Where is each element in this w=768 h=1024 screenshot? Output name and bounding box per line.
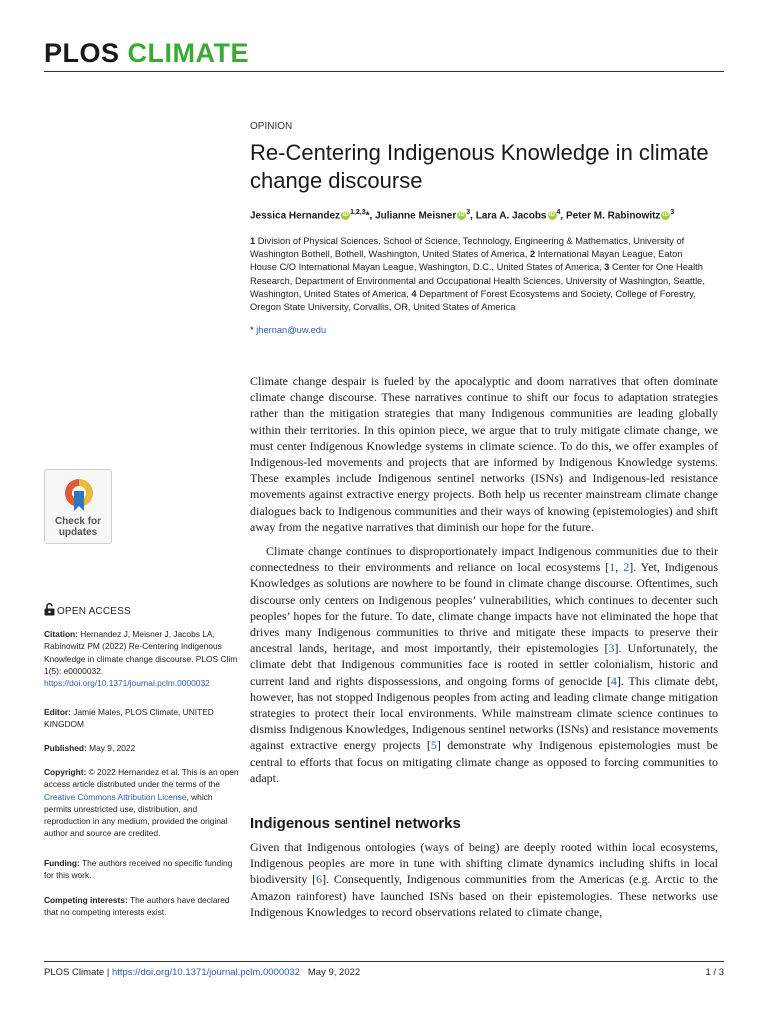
paragraph-text: ]. This climate debt, however, has not stopped Indigenous peoples from acting and leading climate change mitigation strategies to protect their local environments. While mainstream climate science continues to dismiss Indigenous Knowledges, Indigenous sentinel networks (ISNs) and resistance movements against extractive energy projects [ xyxy=(250,673,719,753)
section-heading: Indigenous sentinel networks xyxy=(250,815,461,832)
paragraph-text: Climate change continues to disproportionately impact Indigenous communities due to their connectedness to their environments and reliance on local ecosystems [ xyxy=(250,544,718,575)
orcid-icon[interactable]: iD xyxy=(342,212,349,219)
affiliation-text: International Mayan League, Eaton House C/O International Mayan League, Washington, D.C., United States of America, xyxy=(250,249,683,273)
footer-journal: PLOS Climate xyxy=(44,967,105,978)
competing-interests-block xyxy=(44,894,239,919)
check-for-updates-button[interactable] xyxy=(44,469,112,544)
copyright-text: © 2022 Hernandez et al. This is an open access article distributed under the terms of the xyxy=(44,767,239,790)
check-for-updates-line2: updates xyxy=(58,527,98,538)
footer-doi-link[interactable]: https://doi.org/10.1371/journal.pclm.0000032 xyxy=(111,967,300,978)
header-divider xyxy=(44,71,724,72)
author-affiliation-sup: 4 xyxy=(556,209,561,216)
citation-label: Citation: xyxy=(44,629,78,639)
open-lock-icon xyxy=(44,603,55,616)
orcid-icon[interactable]: iD xyxy=(662,212,669,219)
license-link[interactable]: Creative Commons Attribution License xyxy=(44,791,187,802)
author-affiliation-sup: 3 xyxy=(670,209,675,216)
journal-logo xyxy=(44,38,249,69)
paragraph-text: ]. Unfortunately, the climate debt that Indigenous communities face is rooted in settler colonialism, historic and current land and rights dispossessions, and ongoing forms of genocide [ xyxy=(250,641,718,688)
reference-link[interactable]: 4 xyxy=(610,673,617,688)
email-link[interactable]: jhernan@uw.edu xyxy=(256,325,327,335)
open-access-badge xyxy=(44,603,131,617)
published-block xyxy=(44,742,239,754)
reference-link[interactable]: 5 xyxy=(430,738,437,753)
published-label: Published: xyxy=(44,743,87,753)
check-for-updates-line1: Check for xyxy=(54,516,102,527)
citation-text: Hernandez J, Meisner J, Jacobs LA, Rabinowitz PM (2022) Re-Centering Indigenous Knowledge in climate change discourse. PLOS Clim 1(5): e0000032. xyxy=(44,629,238,676)
author-name[interactable]: Jessica Hernandez xyxy=(250,210,341,222)
corresponding-author-mark: * xyxy=(365,210,370,222)
competing-interests-text: The authors have declared that no competing interests exist. xyxy=(44,895,230,918)
body-paragraph xyxy=(250,543,718,786)
author-affiliation-sup: 1,2,3 xyxy=(350,209,366,216)
footer-divider xyxy=(44,961,724,962)
affiliation-text: Department of Forest Ecosystems and Society, College of Forestry, Oregon State University, Corvallis, OR, United States of America xyxy=(250,288,696,313)
reference-link[interactable]: 1 xyxy=(609,560,616,575)
affiliations xyxy=(250,235,710,314)
check-for-updates-label xyxy=(45,516,111,538)
affiliation-number: 4 xyxy=(411,288,417,299)
article-title: Re-Centering Indigenous Knowledge in climate change discourse xyxy=(250,140,709,193)
journal-logo-climate: CLIMATE xyxy=(127,38,250,68)
author-name[interactable]: Julianne Meisner xyxy=(375,210,457,222)
funding-block xyxy=(44,857,239,882)
affiliation-number: 1 xyxy=(250,236,256,246)
orcid-icon[interactable]: iD xyxy=(549,212,555,219)
body-paragraph xyxy=(250,839,718,920)
reference-link[interactable]: 2 xyxy=(623,560,630,575)
author-name[interactable]: Lara A. Jacobs xyxy=(475,210,547,222)
page-number: 1 / 3 xyxy=(705,967,724,978)
paragraph-text: Given that Indigenous ontologies (ways of being) are deeply rooted within local ecosystems, Indigenous peoples are more in tune with shifting climate dynamics including shifts in local biodiversity [ xyxy=(250,840,718,887)
article-type: OPINION xyxy=(250,121,293,132)
footer-separator: | xyxy=(104,967,112,978)
published-date: May 9, 2022 xyxy=(89,743,136,753)
reference-link[interactable]: 6 xyxy=(316,872,323,887)
abstract-paragraph: Climate change despair is fueled by the apocalyptic and doom narratives that often dominate climate change discourse. These narratives continue to shift our focus to adaptation strategies rather than the mitigation strategies that many Indigenous communities are leading globally within their territories. In this opinion piece, we argue that to truly mitigate climate change, we must center Indigenous Knowledge systems in climate science. To do this, we offer examples of Indigenous-led movements and projects that are informed by Indigenous Knowledge systems. These examples include Indigenous sentinel networks (ISNs) and Indigenous-led resistance movements against extractive energy projects. Both help us recenter mainstream climate change dialogues back to Indigenous communities and their ways of knowing (epistemologies) and shift away from the negative narratives that diminish our hope for the future. xyxy=(250,374,718,534)
copyright-text: , which permits unrestricted use, distribution, and reproduction in any medium, provided the original author and source are credited. xyxy=(44,791,228,839)
funding-label: Funding: xyxy=(44,858,80,868)
citation-block xyxy=(44,628,239,689)
corresponding-email xyxy=(250,325,326,335)
open-access-label: OPEN ACCESS xyxy=(57,606,131,617)
copyright-block xyxy=(44,766,239,840)
journal-logo-plos: PLOS xyxy=(44,38,120,68)
paragraph-text: ] demonstrate why Indigenous epistemologies must be central to efforts that focus on mitigating climate change as opposed to forcing communities to adapt. xyxy=(250,738,718,785)
author-name[interactable]: Peter M. Rabinowitz xyxy=(565,210,661,222)
check-for-updates-icon xyxy=(62,476,96,514)
editor-label: Editor: xyxy=(44,707,71,717)
funding-text: The authors received no specific funding for this work. xyxy=(44,858,233,881)
copyright-label: Copyright: xyxy=(44,767,87,777)
paragraph-text: ]. Yet, Indigenous Knowledges as solutions are nowhere to be found in climate change discourse. Oftentimes, such discourse only centers on Indigenous peoples’ vulnerabilities, which continues to decenter such peoples’ hopes for the future. To date, climate change impacts have not eliminated the hope that drives many Indigenous communities to thrive and mitigate these impacts to preserve their ancestral lands, heritage, and most importantly, their epistemologies [ xyxy=(250,560,718,656)
editor-text: Jamie Males, PLOS Climate, UNITED KINGDOM xyxy=(44,707,214,730)
editor-block xyxy=(44,706,239,731)
affiliation-text: Division of Physical Sciences, School of Science, Technology, Engineering & Mathematics, University of Washington Bothell, Bothell, Washington, United States of America, xyxy=(250,236,685,260)
footer-date: May 9, 2022 xyxy=(307,967,361,978)
page-footer xyxy=(44,967,724,978)
author-affiliation-sup: 3 xyxy=(466,209,471,216)
citation-doi-link[interactable]: https://doi.org/10.1371/journal.pclm.0000032 xyxy=(44,678,210,689)
orcid-icon[interactable]: iD xyxy=(458,212,465,219)
affiliation-text: Center for One Health Research, Department of Environmental and Occupational Health Sciences, University of Washington, Seattle, Washington, United States of America, xyxy=(250,262,705,299)
affiliation-number: 3 xyxy=(604,262,610,273)
reference-link[interactable]: 3 xyxy=(608,641,615,656)
paragraph-text: , xyxy=(615,560,624,575)
affiliation-number: 2 xyxy=(529,249,536,260)
email-star: * xyxy=(250,325,254,335)
author-list: Jessica Hernandez iD $^{1,2,3}$*, Julianne Meisner iD $^3$, Lara A. Jacobs iD $^4$, Peter M. Rabinowitz iD $^3$ xyxy=(250,209,675,222)
competing-interests-label: Competing interests: xyxy=(44,895,128,905)
paragraph-text: ]. Consequently, Indigenous communities from the Americas (e.g. Arctic to the Amazon rainforest) have launched ISNs based on their epistemologies. These networks use Indigenous Knowledges to record observations related to climate change, xyxy=(250,872,719,919)
